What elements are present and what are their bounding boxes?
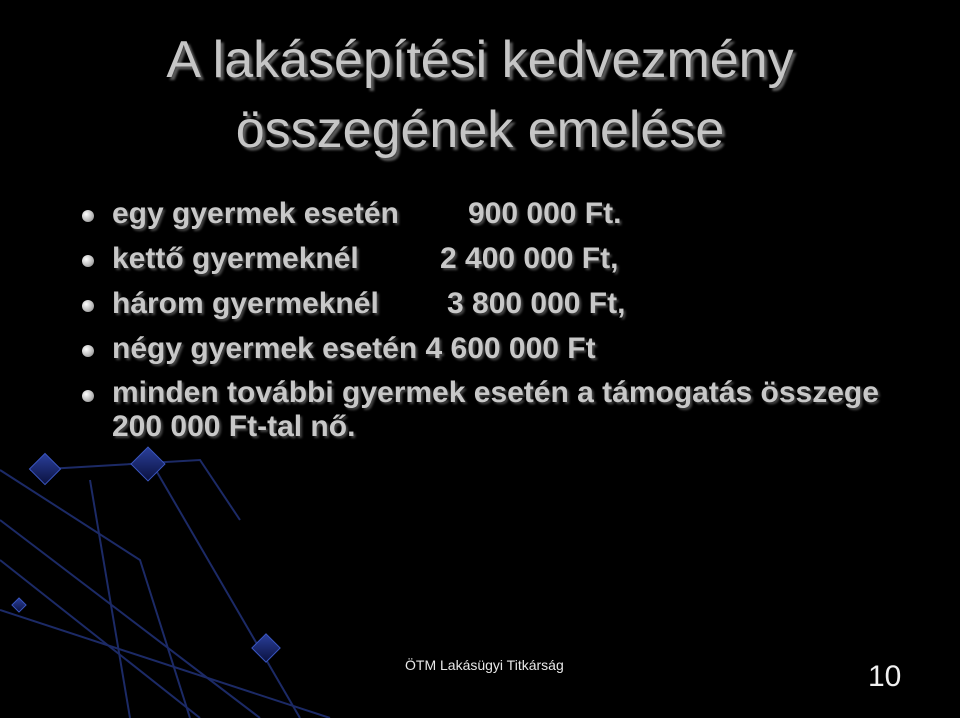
bullet-item	[82, 241, 942, 276]
bullet-dot-icon	[82, 300, 94, 312]
bullet-item	[82, 196, 942, 231]
slide-title-line-1: A lakásépítési kedvezmény	[166, 31, 794, 89]
bullet-list	[82, 196, 942, 454]
bullet-item	[82, 331, 942, 366]
bullet-label-continued: 200 000 Ft-tal nő.	[112, 410, 356, 443]
page-number: 10	[868, 660, 902, 693]
bullet-label: egy gyermek esetén	[112, 197, 399, 230]
bullet-item	[82, 376, 942, 444]
bullet-label: kettő gyermeknél	[112, 242, 359, 275]
bullet-dot-icon	[82, 390, 94, 402]
footer-text: ÖTM Lakásügyi Titkárság	[405, 657, 564, 673]
bullet-dot-icon	[82, 345, 94, 357]
bullet-label: négy gyermek esetén 4 600 000 Ft	[112, 332, 596, 365]
slide-title-line-2: összegének emelése	[235, 101, 725, 159]
bullet-label: minden további gyermek esetén a támogatás összege	[112, 376, 879, 409]
decorative-lines	[0, 460, 330, 718]
bullet-value: 3 800 000 Ft,	[447, 287, 626, 320]
bullet-value: 2 400 000 Ft,	[440, 242, 619, 275]
bullet-item	[82, 286, 942, 321]
bullet-value: 900 000 Ft.	[468, 197, 622, 230]
decorative-diamonds	[12, 447, 280, 662]
bullet-dot-icon	[82, 210, 94, 222]
bullet-label: három gyermeknél	[112, 287, 379, 320]
bullet-dot-icon	[82, 255, 94, 267]
